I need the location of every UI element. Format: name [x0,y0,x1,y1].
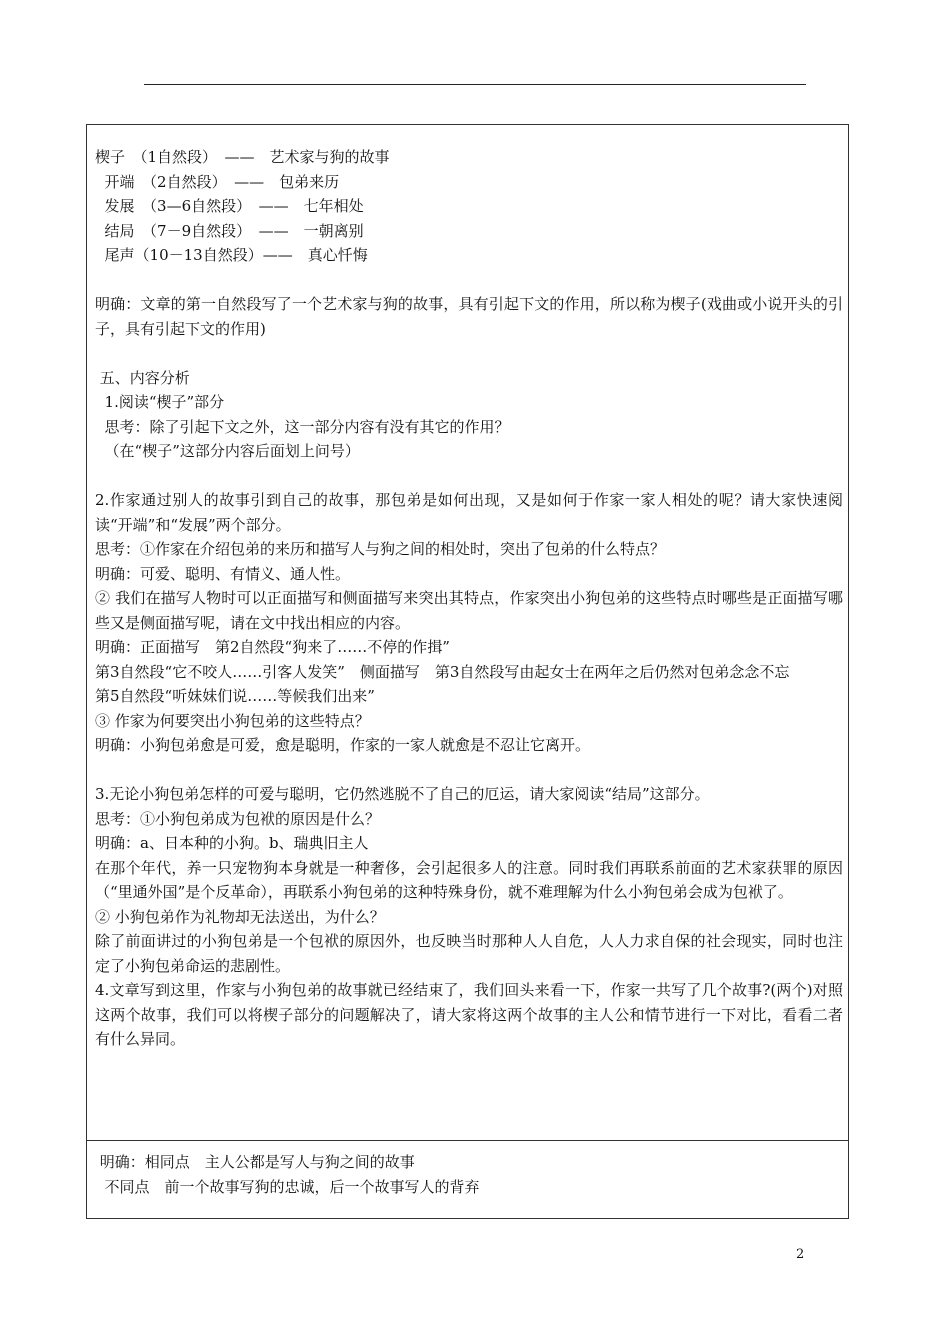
clarify-intro: 明确：文章的第一自然段写了一个艺术家与狗的故事，具有引起下文的作用，所以称为楔子(戏曲或小说开头的引子，具有引起下文的作用) [95,295,843,338]
part2-question-2: ② 我们在描写人物时可以正面描写和侧面描写来突出其特点，作家突出小狗包弟的这些特点时哪些是正面描写哪些又是侧面描写呢，请在文中找出相应的内容。 [95,589,843,632]
footer-same: 明确：相同点 主人公都是写人与狗之间的故事 [95,1153,415,1171]
lesson-content [95,145,843,1052]
part2-answer-2c: 第5自然段“听妹妹们说……等候我们出来” [95,687,375,705]
part3-intro: 3.无论小狗包弟怎样的可爱与聪明，它仍然逃脱不了自己的厄运，请大家阅读“结局”这部分。 [95,785,710,803]
footer-diff: 不同点 前一个故事写狗的忠诚，后一个故事写人的背弃 [95,1177,480,1196]
table-divider [86,1140,849,1141]
part4: 4.文章写到这里，作家与小狗包弟的故事就已经结束了，我们回头来看一下，作家一共写了几个故事?(两个)对照这两个故事，我们可以将楔子部分的问题解决了，请大家将这两个故事的主人公和情节进行一下对比，看看二者有什么异同。 [95,981,843,1048]
outline-line: 结局 （7－9自然段） —— 一朝离别 [95,221,364,240]
part1-line: 1.阅读“楔子”部分 [95,393,225,411]
outline-line: 发展 （3—6自然段） —— 七年相处 [95,197,364,215]
part3-question-2: ② 小狗包弟作为礼物却无法送出，为什么？ [95,907,385,926]
outline-line: 楔子 （1自然段） —— 艺术家与狗的故事 [95,148,390,166]
page-number: 2 [796,1247,805,1262]
part2-question-3: ③ 作家为何要突出小狗包弟的这些特点？ [95,711,370,730]
part2-intro: 2.作家通过别人的故事引到自己的故事，那包弟是如何出现，又是如何于作家一家人相处的呢？请大家快速阅读“开端”和“发展”两个部分。 [95,491,843,534]
header-rule [144,84,806,85]
outline-line: 开端 （2自然段） —— 包弟来历 [95,172,340,191]
part2-answer-1: 明确：可爱、聪明、有情义、通人性。 [95,564,351,583]
part3-explanation: 在那个年代，养一只宠物狗本身就是一种奢侈，会引起很多人的注意。同时我们再联系前面的艺术家获罪的原因（“里通外国”是个反革命），再联系小狗包弟的这种特殊身份，就不难理解为什么小狗包弟会成为包袱了。 [95,858,843,901]
outline-line: 尾声（10－13自然段）—— 真心忏悔 [95,246,368,264]
part2-question-1: 思考：①作家在介绍包弟的来历和描写人与狗之间的相处时，突出了包弟的什么特点？ [95,540,666,558]
part2-answer-2b: 第3自然段“它不咬人……引客人发笑” 侧面描写 第3自然段写由起女士在两年之后仍然对包弟念念不忘 [95,662,790,681]
part3-answer-2: 除了前面讲过的小狗包弟是一个包袱的原因外，也反映当时那种人人自危，人人力求自保的社会现实，同时也注定了小狗包弟命运的悲剧性。 [95,932,843,975]
part3-answer-1: 明确：a、日本种的小狗。b、瑞典旧主人 [95,834,369,852]
part3-question-1: 思考：①小狗包弟成为包袱的原因是什么？ [95,809,381,828]
part1-line: 思考：除了引起下文之外，这一部分内容有没有其它的作用？ [95,417,510,436]
comparison-footer [95,1150,843,1199]
part2-answer-2a: 明确：正面描写 第2自然段“狗来了……不停的作揖” [95,638,450,656]
part2-answer-3: 明确：小狗包弟愈是可爱，愈是聪明，作家的一家人就愈是不忍让它离开。 [95,736,591,754]
part1-line: （在“楔子”这部分内容后面划上问号） [95,442,360,460]
section-title: 五、内容分析 [95,368,190,387]
